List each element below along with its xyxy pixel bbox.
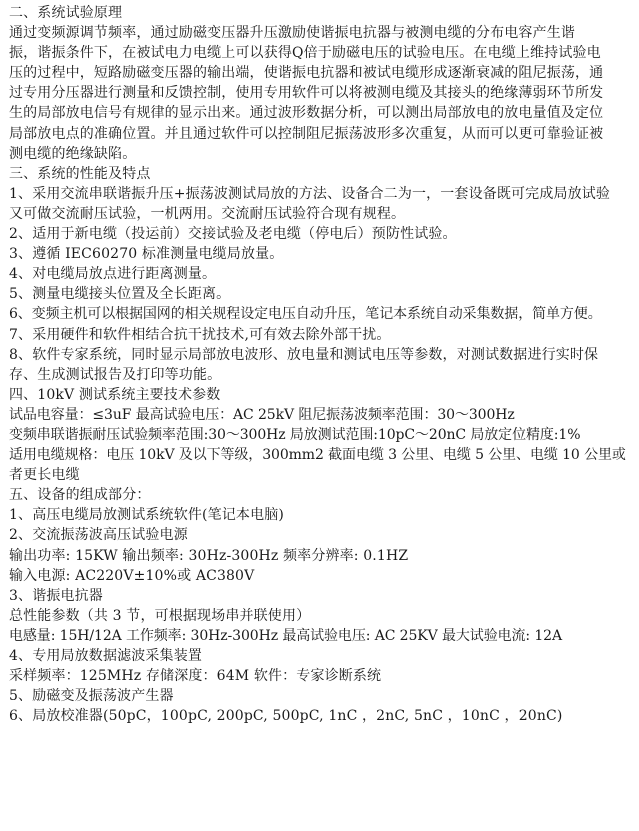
feature-item: 存、生成测试报告及打印等功能。 xyxy=(9,366,222,383)
component-item: 4、专用局放数据滤波采集装置 xyxy=(9,648,203,664)
component-item: 1、高压电缆局放测试系统软件(笔记本电脑) xyxy=(9,507,284,524)
feature-item: 4、对电缆局放点进行距离测量。 xyxy=(9,266,217,283)
component-item: 5、励磁变及振荡波产生器 xyxy=(9,688,174,705)
section-heading-features: 三、系统的性能及特点 xyxy=(9,165,151,182)
feature-item: 7、采用硬件和软件相结合抗干扰技术,可有效去除外部干扰。 xyxy=(9,326,391,343)
paragraph-line: 压的过程中，短路励磁变压器的输出端，使谐振电抗器和被试电缆形成逐渐衰减的阻尼振荡，通 xyxy=(9,65,604,82)
section-heading-principle: 二、系统试验原理 xyxy=(9,5,123,21)
feature-item: 1、采用交流串联谐振升压+振荡波测试局放的方法、设备合二为一，一套设备既可完成局放试验 xyxy=(9,185,611,202)
spec-line: 变频串联谐振耐压试验频率范围:30～300Hz 局放测试范围:10pC～20nC 局放定位精度:1% xyxy=(9,426,581,443)
component-item: 3、谐振电抗器 xyxy=(9,587,103,604)
spec-line: 者更长电缆 xyxy=(9,467,80,484)
component-spec: 输出功率: 15KW 输出频率: 30Hz-300Hz 频率分辨率: 0.1HZ xyxy=(9,547,409,564)
section-heading-components: 五、设备的组成部分： xyxy=(9,487,151,504)
component-spec: 输入电源: AC220V±10%或 AC380V xyxy=(9,567,255,584)
feature-item: 8、软件专家系统，同时显示局部放电波形、放电量和测试电压等参数，对测试数据进行实时保 xyxy=(9,346,599,363)
paragraph-line: 振，谐振条件下，在被试电力电缆上可以获得Q倍于励磁电压的试验电压。在电缆上维持试验电 xyxy=(9,45,601,62)
paragraph-line: 过专用分压器进行测量和反馈控制，使用专用软件可以将被测电缆及其接头的绝缘薄弱环节所发 xyxy=(9,85,604,102)
paragraph-line: 局部放电点的准确位置。并且通过软件可以控制阻尼振荡波形多次重复，从而可以更可靠验证被 xyxy=(9,125,604,142)
component-item: 2、交流振荡波高压试验电源 xyxy=(9,527,188,544)
component-spec: 总性能参数（共 3 节，可根据现场串并联使用） xyxy=(9,607,311,624)
spec-line: 试品电容量：≤3uF 最高试验电压：AC 25kV 阻尼振荡波频率范围：30～300Hz xyxy=(9,406,515,423)
component-item: 6、局放校准器(50pC，100pC, 200pC, 500pC, 1nC ，2nC, 5nC ，10nC ，20nC) xyxy=(9,708,563,725)
feature-item: 2、适用于新电缆（投运前）交接试验及老电缆（停电后）预防性试验。 xyxy=(9,226,457,243)
spec-line: 适用电缆规格：电压 10kV 及以下等级，300mm2 截面电缆 3 公里、电缆 5 公里、电缆 10 公里或 xyxy=(9,447,626,464)
paragraph-line: 测电缆的绝缘缺陷。 xyxy=(9,145,137,162)
section-heading-specs: 四、10kV 测试系统主要技术参数 xyxy=(9,386,221,403)
feature-item: 3、遵循 IEC60270 标准测量电缆局放量。 xyxy=(9,246,284,263)
component-spec: 电感量: 15H/12A 工作频率: 30Hz-300Hz 最高试验电压: AC 25KV 最大试验电流: 12A xyxy=(9,627,563,644)
feature-item: 5、测量电缆接头位置及全长距离。 xyxy=(9,286,231,303)
feature-item: 又可做交流耐压试验，一机两用。交流耐压试验符合现有规程。 xyxy=(9,205,406,222)
paragraph-line: 生的局部放电信号有规律的显示出来。通过波形数据分析，可以测出局部放电的放电量值及定位 xyxy=(9,105,604,122)
paragraph-line: 通过变频源调节频率，通过励磁变压器升压激励使谐振电抗器与被测电缆的分布电容产生谐 xyxy=(9,25,575,42)
feature-item: 6、变频主机可以根据国网的相关规程设定电压自动升压，笔记本系统自动采集数据，简单方便。 xyxy=(9,306,602,323)
component-spec: 采样频率：125MHz 存储深度：64M 软件：专家诊断系统 xyxy=(9,668,382,685)
